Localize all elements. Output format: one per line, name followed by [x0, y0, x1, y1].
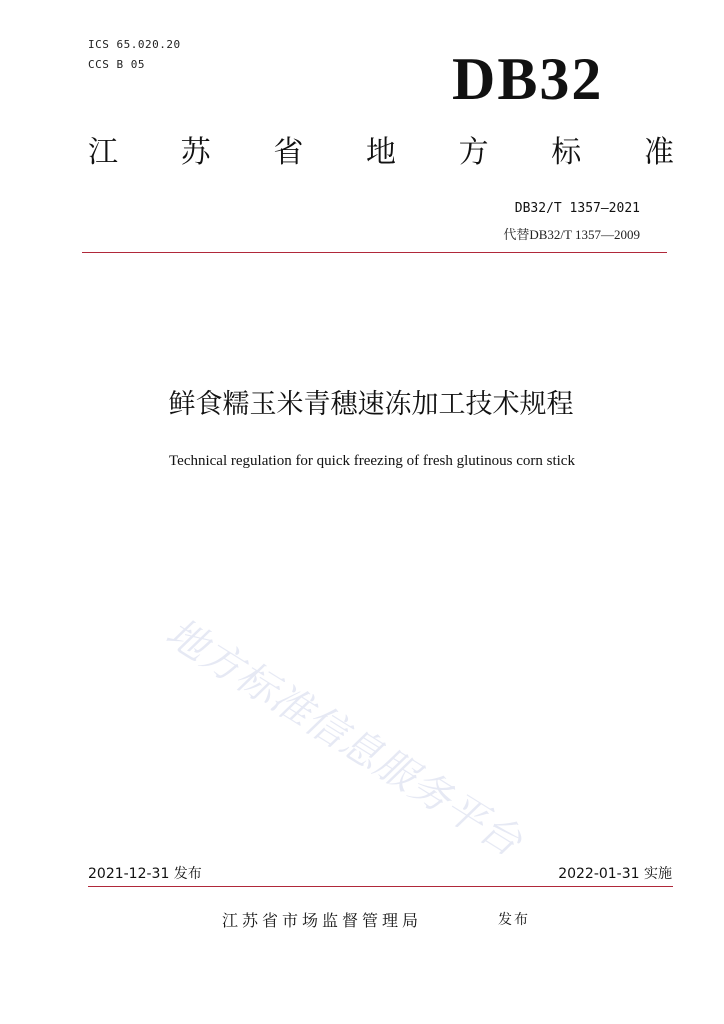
- standard-number: DB32/T 1357—2021: [514, 201, 640, 216]
- ccs-code: CCS B 05: [88, 58, 145, 71]
- category-char: 苏: [180, 135, 211, 170]
- replaces-standard: 代替DB32/T 1357—2009: [503, 227, 640, 242]
- bottom-divider: [88, 886, 673, 887]
- db32-logo: DB32: [452, 46, 604, 112]
- issue-label: 发布: [498, 912, 530, 928]
- category-char: 方: [458, 135, 489, 170]
- category-char: 标: [551, 135, 582, 170]
- category-char: 地: [365, 135, 396, 170]
- top-divider: [82, 252, 667, 253]
- issuing-authority: 江苏省市场监督管理局: [222, 911, 423, 930]
- issue-date: 2021-12-31 发布: [88, 866, 202, 882]
- category-char: 江: [88, 135, 118, 170]
- title-chinese: 鲜食糯玉米青穗速冻加工技术规程: [168, 389, 574, 420]
- ics-code: ICS 65.020.20: [88, 38, 181, 51]
- category-char: 准: [643, 135, 674, 170]
- watermark: 地方标准信息服务平台: [157, 609, 530, 866]
- implementation-date: 2022-01-31 实施: [558, 866, 672, 882]
- category-char: 省: [273, 135, 304, 170]
- title-english: Technical regulation for quick freezing of fresh glutinous corn stick: [169, 453, 575, 469]
- standard-category: [88, 135, 674, 171]
